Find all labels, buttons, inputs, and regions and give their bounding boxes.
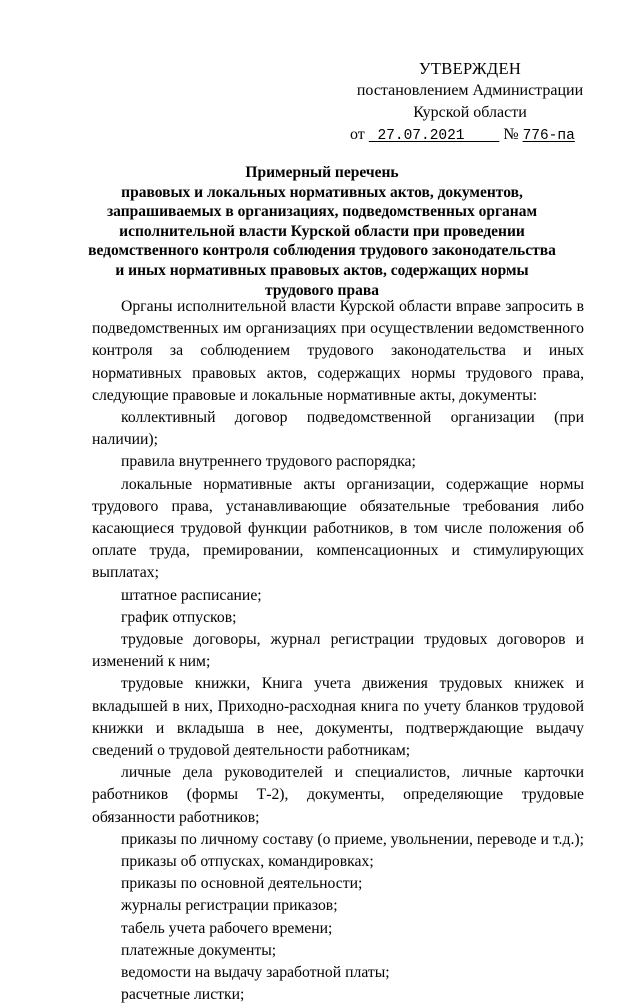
list-item: локальные нормативные акты организации, содержащие нормы трудового права, устанавливающие обязательные требования либо касающиеся трудовой функции работников, в том числе положения об оплате труда, премировании, компенсационных и стимулирующих выплатах;: [92, 475, 584, 582]
title-line: Примерный перечень: [245, 164, 399, 181]
list-item: штатное расписание;: [121, 586, 262, 604]
number-prefix: №: [503, 126, 519, 143]
list-item: платежные документы;: [121, 941, 277, 959]
approval-number: 776-па: [522, 128, 575, 144]
list-item: трудовые книжки, Книга учета движения трудовых книжек и вкладышей в них, Приходно-расходная книга по учету бланков трудовой книжки и вкладыша в нее, документы, подтверждающие выдачу сведений о трудовой деятельности работникам;: [92, 675, 584, 760]
list-item: правила внутреннего трудового распорядка;: [121, 453, 416, 471]
document-title: [60, 163, 584, 300]
list-item: журналы регистрации приказов;: [121, 897, 338, 915]
list-item: личные дела руководителей и специалистов, личные карточки работников (формы Т-2), документы, определяющие трудовые обязанности работников;: [92, 764, 584, 826]
approval-region-line: Курской области: [413, 104, 527, 121]
approval-date: 27.07.2021: [377, 128, 465, 144]
title-line: трудового права: [265, 281, 379, 299]
document-body: [92, 296, 584, 1007]
list-item: табель учета рабочего времени;: [121, 919, 333, 937]
title-line: правовых и локальных нормативных актов, документов,: [121, 183, 523, 201]
intro-paragraph: Органы исполнительной власти Курской области вправе запросить в подведомственных им организациях при осуществлении ведомственного контроля за соблюдением трудового законодательства и иных нормативных правовых актов, содержащих нормы трудового права, следующие правовые и локальные нормативные акты, документы:: [92, 298, 584, 404]
list-item: приказы по основной деятельности;: [121, 875, 363, 893]
list-item: коллективный договор подведомственной организации (при наличии);: [92, 409, 584, 449]
title-line: и иных нормативных правовых актов, содержащих нормы: [115, 261, 529, 279]
list-item: ведомости на выдачу заработной платы;: [121, 964, 390, 982]
title-line: запрашиваемых в организациях, подведомственных органам: [106, 203, 538, 221]
date-prefix: от: [350, 126, 365, 143]
title-line: исполнительной власти Курской области при проведении: [119, 222, 525, 240]
list-item: приказы об отпусках, командировках;: [121, 853, 374, 871]
list-item: расчетные листки;: [121, 986, 245, 1004]
approval-decree-line: постановлением Администрации: [356, 82, 584, 99]
approval-title: УТВЕРЖДЕН: [418, 59, 522, 78]
list-item: приказы по личному составу (о приеме, увольнении, переводе и т.д.);: [121, 830, 584, 848]
approval-stamp: [350, 58, 590, 147]
list-item: график отпусков;: [121, 608, 237, 626]
list-item: трудовые договоры, журнал регистрации трудовых договоров и изменений к ним;: [92, 631, 584, 671]
approval-date-row: [350, 124, 590, 147]
title-line: ведомственного контроля соблюдения трудового законодательства: [88, 242, 556, 260]
